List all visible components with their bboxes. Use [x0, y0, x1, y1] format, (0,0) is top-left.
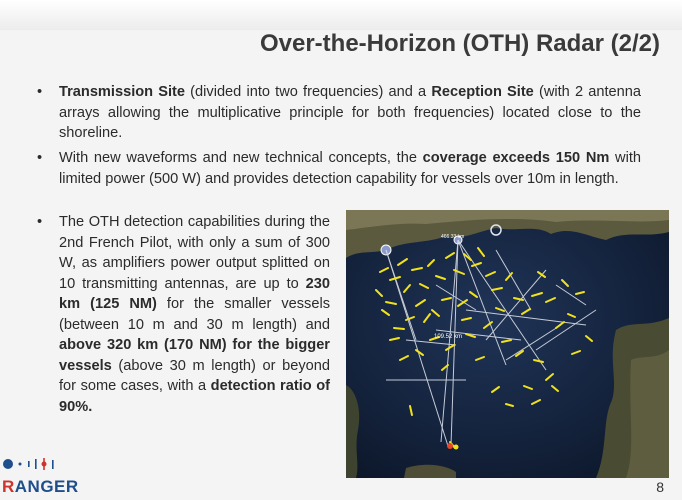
text-run: (above 30 m length) or beyond for some cases, with a — [59, 357, 330, 394]
text-run: The OTH detection capabilities during the 2nd French Pilot, with only a sum of 300 W, as amplifiers power output splitted on 10 transmitting antennas, are up to — [59, 214, 330, 292]
bullet-coverage — [37, 148, 642, 189]
text-run: for the smaller vessels (between 10 m and 30 m length) and — [59, 296, 331, 333]
bullet-marker: • — [37, 150, 43, 166]
range-label: 466.33 km — [441, 234, 465, 240]
text-run: (divided into two frequencies) and a — [185, 84, 432, 100]
text-run: With new waveforms and new technical concepts, the — [59, 150, 423, 166]
slide-title: Over-the-Horizon (OTH) Radar (2/2) — [259, 30, 660, 57]
bullet-marker: • — [37, 84, 43, 100]
bullet-text — [59, 84, 641, 141]
bold-text-run: above 320 km (170 NM) for the bigger vessels — [59, 337, 330, 374]
logo-word: ANGER — [14, 477, 79, 496]
bold-text-run: coverage exceeds 150 Nm — [422, 150, 610, 166]
bullet-marker: • — [37, 214, 43, 230]
bold-text-run: detection ratio of 90%. — [59, 378, 330, 415]
bullet-text — [59, 150, 641, 187]
radar-track-map — [346, 210, 669, 478]
bold-text-run: 230 km (125 NM) — [59, 275, 330, 312]
bold-text-run: Reception Site — [431, 84, 534, 100]
bold-text-run: Transmission Site — [59, 84, 186, 100]
page-number: 8 — [656, 479, 664, 495]
bullet-text — [59, 214, 330, 415]
bullet-transmission-site — [37, 82, 641, 144]
bullet-detection-capabilities — [37, 212, 331, 417]
top-bar — [0, 0, 682, 30]
range-label: 109.52 km — [434, 334, 463, 340]
text-run: (with 2 antenna arrays allowing the multiplicative principle for both frequencies) located close to the shoreline. — [59, 84, 641, 141]
logo-letter: R — [2, 477, 15, 496]
text-run: with limited power (500 W) and provides detection capability for vessels over 10m in length. — [59, 150, 642, 187]
ranger-logo-text — [2, 477, 79, 497]
